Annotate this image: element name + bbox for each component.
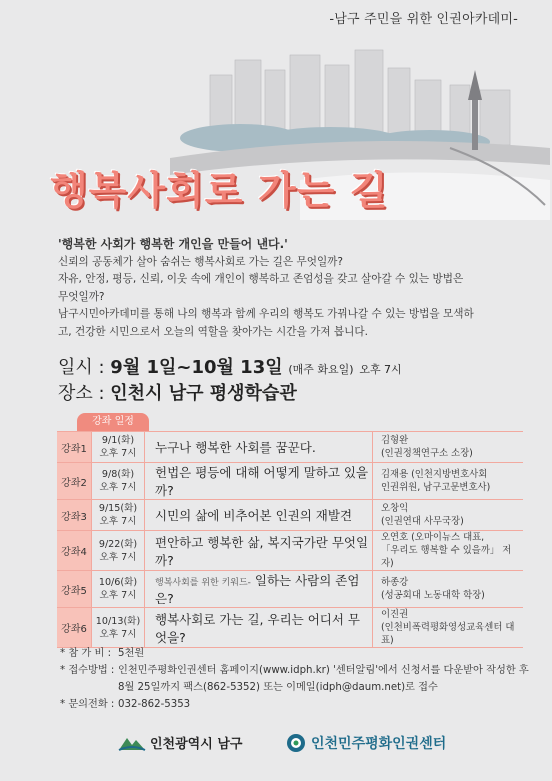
place-info <box>58 379 297 405</box>
lecture-no: 강좌2 <box>57 463 92 500</box>
lecture-topic: 시민의 삶에 비추어본 인권의 재발견 <box>145 500 373 531</box>
intro-line: 고, 건강한 시민으로서 오늘의 역할을 찾아가는 시간을 가져 봅니다. <box>58 325 368 338</box>
lecture-topic: 헌법은 평등에 대해 어떻게 말하고 있을까? <box>145 463 373 500</box>
table-row <box>57 463 523 500</box>
lecture-topic: 행복사회를 위한 키워드- 일하는 사람의 존엄은? <box>145 571 373 608</box>
note-row: 8월 25일까지 팩스(862-5352) 또는 이메일(idph@daum.net)로 접수 <box>118 682 438 693</box>
lecture-no: 강좌4 <box>57 531 92 571</box>
date-label: 일시 : <box>58 357 105 378</box>
namgu-logo <box>118 733 242 752</box>
lecture-speaker: 오창익 (인권연대 사무국장) <box>373 500 524 531</box>
time-value: 오후 7시 <box>359 363 402 376</box>
lecture-date: 10/13(화) 오후 7시 <box>92 608 145 648</box>
note-row: * 참 가 비 : 5천원 <box>60 648 145 659</box>
lecture-date: 9/1(화) 오후 7시 <box>92 432 145 463</box>
center-logo <box>286 733 446 753</box>
intro-line: 남구시민아카데미를 통해 나의 행복과 함께 우리의 행복도 가꿔나갈 수 있는 방법을 모색하 <box>58 308 474 321</box>
lecture-topic: 편안하고 행복한 삶, 복지국가란 무엇일까? <box>145 531 373 571</box>
lecture-no: 강좌5 <box>57 571 92 608</box>
date-value: 9월 1일~10월 13일 <box>110 357 283 378</box>
lecture-date: 9/22(화) 오후 7시 <box>92 531 145 571</box>
intro-line: 자유, 안정, 평등, 신뢰, 이웃 속에 개인이 행복하고 존엄성을 갖고 살아갈 수 있는 방법은 <box>58 273 464 286</box>
lecture-date: 9/8(화) 오후 7시 <box>92 463 145 500</box>
table-row <box>57 432 523 463</box>
intro-line: 신뢰의 공동체가 살아 숨쉬는 행복사회로 가는 길은 무엇일까? <box>58 255 344 268</box>
schedule-table <box>57 431 523 648</box>
mountain-icon <box>118 734 146 752</box>
table-row <box>57 571 523 608</box>
notes <box>60 645 529 713</box>
table-row <box>57 500 523 531</box>
place-label: 장소 : <box>58 383 105 404</box>
lecture-speaker: 이진권 (인천비폭력평화영성교육센터 대표) <box>373 608 524 648</box>
lecture-date: 10/6(화) 오후 7시 <box>92 571 145 608</box>
date-info <box>58 353 402 379</box>
date-note: (매주 화요일) <box>288 363 354 376</box>
top-tag: -남구 주민을 위한 인권아카데미- <box>329 12 518 27</box>
note-row: * 접수방법 : 인천민주평화인권센터 홈페이지(www.idph.kr) '센터알림'에서 신청서를 다운받아 작성한 후 <box>60 665 529 676</box>
place-value: 인천시 남구 평생학습관 <box>110 383 297 404</box>
lecture-date: 9/15(화) 오후 7시 <box>92 500 145 531</box>
namgu-name: 인천광역시 남구 <box>150 737 243 752</box>
table-row <box>57 531 523 571</box>
lecture-no: 강좌1 <box>57 432 92 463</box>
table-row <box>57 608 523 648</box>
lecture-speaker: 김형완 (인권정책연구소 소장) <box>373 432 524 463</box>
lecture-speaker: 오연호 (오마이뉴스 대표, 「우리도 행복할 수 있을까」 저자) <box>373 531 524 571</box>
intro-line: 무엇일까? <box>58 290 105 303</box>
lecture-no: 강좌3 <box>57 500 92 531</box>
lecture-topic: 누구나 행복한 사회를 꿈꾼다. <box>145 432 373 463</box>
center-name: 인천민주평화인권센터 <box>311 736 447 752</box>
footer-logos <box>0 725 552 765</box>
note-row: * 문의전화 : 032-862-5353 <box>60 699 191 710</box>
lecture-no: 강좌6 <box>57 608 92 648</box>
topic-prefix: 행복사회를 위한 키워드- <box>155 578 251 588</box>
page-title: 행복사회로 가는 길 <box>50 169 389 214</box>
lecture-topic: 행복사회로 가는 길, 우리는 어디서 무엇을? <box>145 608 373 648</box>
intro-lead: '행복한 사회가 행복한 개인을 만들어 낸다.' <box>58 237 288 251</box>
circle-emblem-icon <box>286 733 306 753</box>
lecture-speaker: 김재용 (인천지방변호사회 인권위원, 남구고문변호사) <box>373 463 524 500</box>
lecture-speaker: 하종강 (성공회대 노동대학 학장) <box>373 571 524 608</box>
intro-text <box>58 236 518 342</box>
schedule-tab: 강좌 일정 <box>77 413 149 431</box>
